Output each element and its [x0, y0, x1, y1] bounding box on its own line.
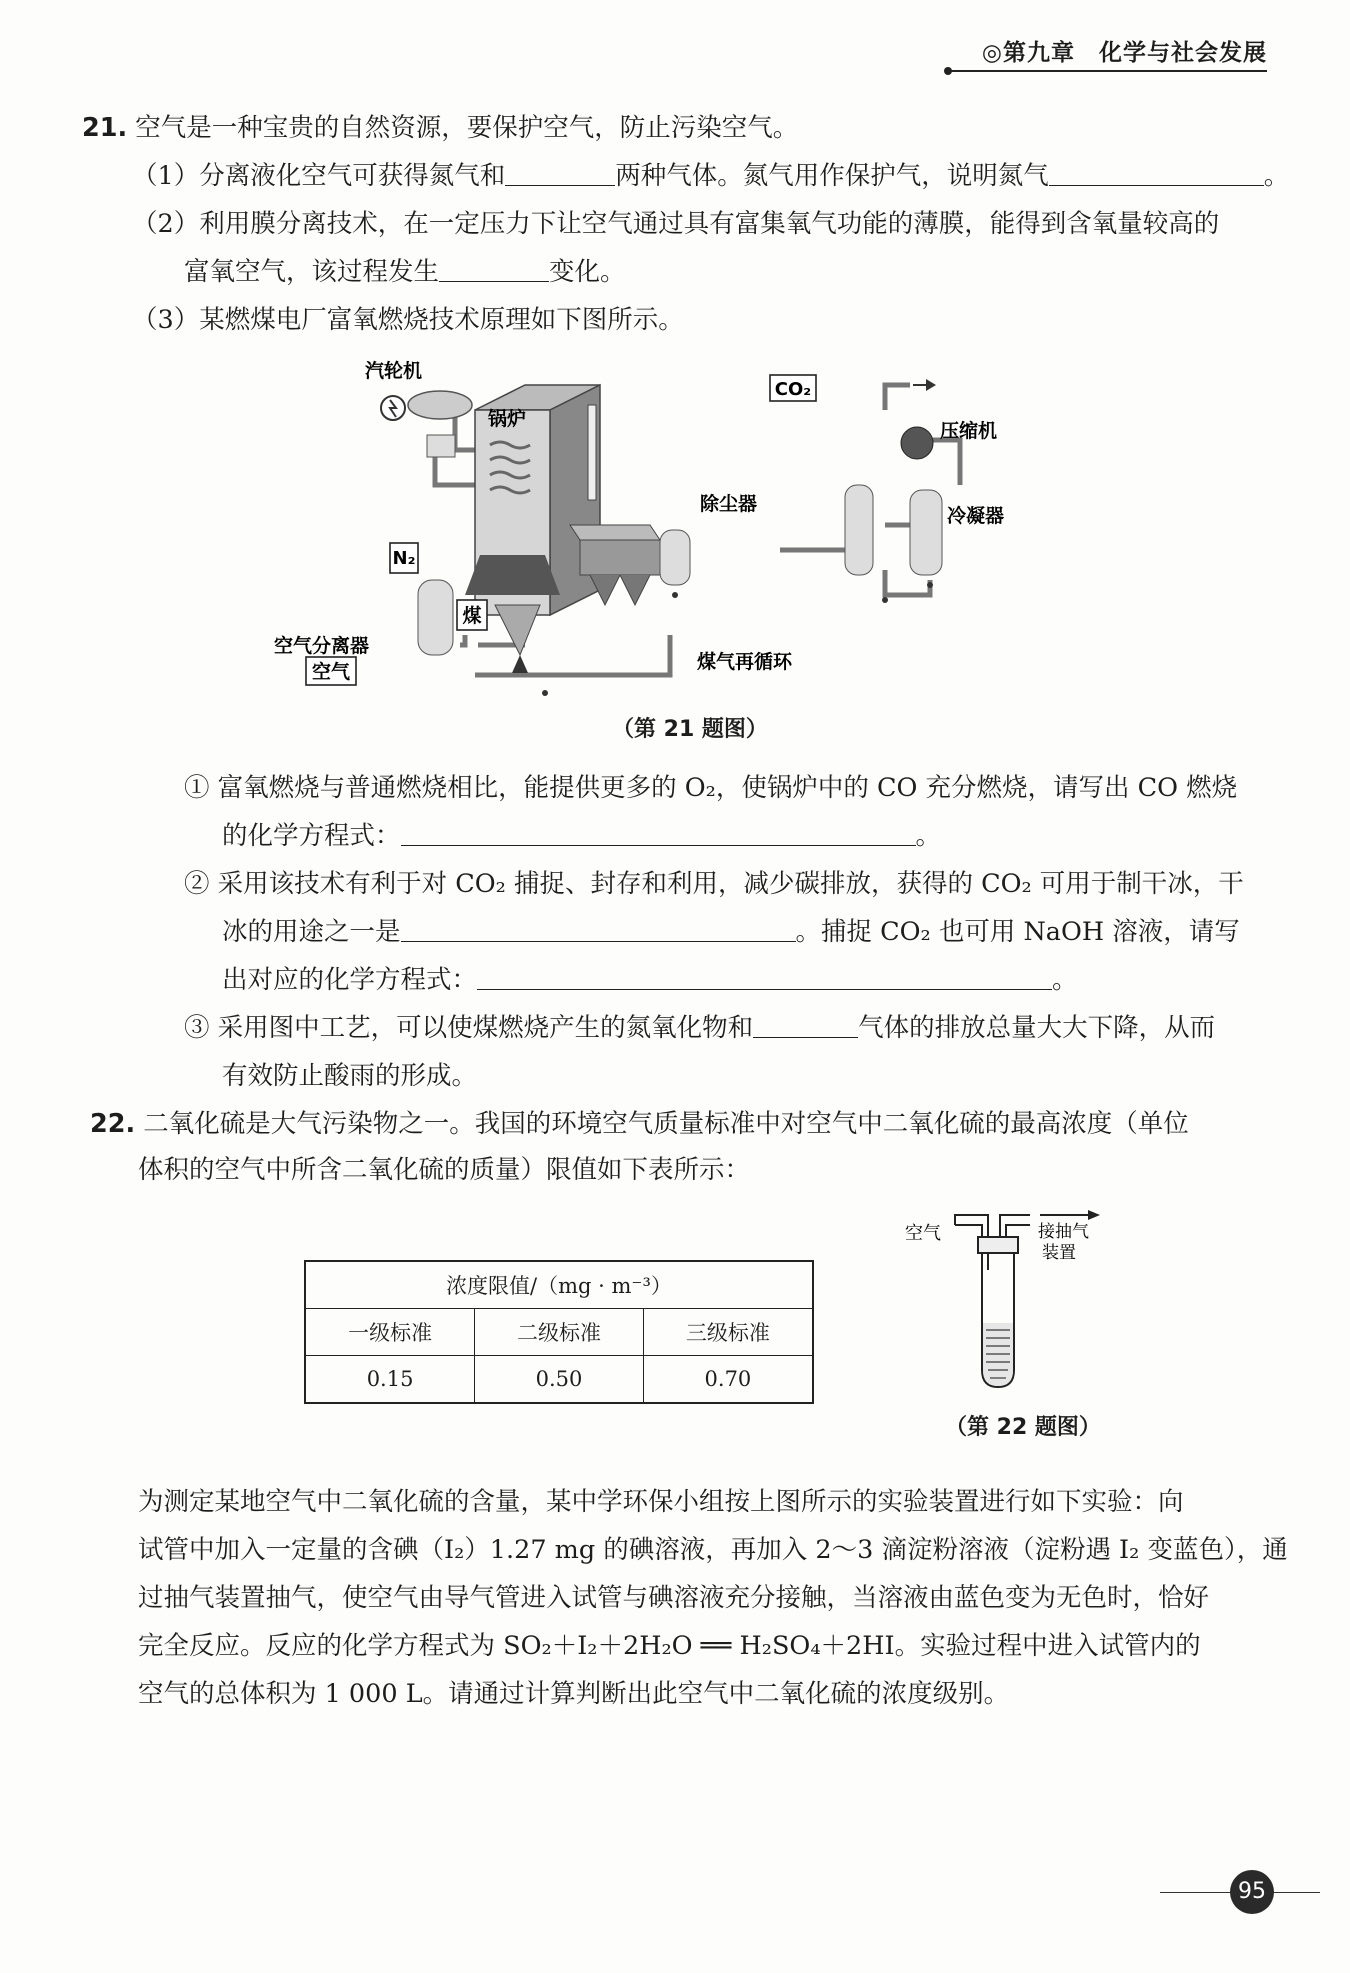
page-number: 95 [1230, 1870, 1274, 1914]
q21-part2-blank[interactable] [439, 257, 549, 282]
q21-sub2-line2 [222, 914, 1240, 950]
q21-figure-caption: （第 21 题图） [612, 717, 768, 742]
q21-part1 [132, 158, 1289, 194]
condenser-label: 冷凝器 [947, 505, 1005, 527]
q21-sub2-text-c: 。捕捉 CO₂ 也可用 NaOH 溶液，请写 [795, 917, 1240, 947]
n2-label: N₂ [392, 548, 416, 569]
condenser-icon-left [845, 485, 873, 575]
table-header-1: 一级标准 [305, 1309, 475, 1356]
q21-sub3-line1 [184, 1010, 1215, 1046]
condenser-icon-right [910, 490, 942, 575]
turbine-icon [408, 391, 472, 419]
q21-number: 21. [82, 113, 128, 143]
co2-label: CO₂ [774, 379, 812, 400]
q22-body-line5: 空气的总体积为 1 000 L。请通过计算判断出此空气中二氧化硫的浓度级别。 [138, 1679, 1010, 1709]
q21-part1-text-a: （1）分离液化空气可获得氮气和 [132, 161, 506, 191]
q21-sub1-blank[interactable] [401, 821, 916, 846]
q21-stem-line [82, 110, 798, 146]
concentration-table [304, 1260, 814, 1404]
q22-body-line4: 完全反应。反应的化学方程式为 SO₂＋I₂＋2H₂O ══ H₂SO₄＋2HI。实验过程中进入试管内的 [138, 1631, 1201, 1661]
q22-figure [905, 1195, 1120, 1395]
compressor-label: 压缩机 [940, 420, 998, 442]
q22-number: 22. [90, 1109, 136, 1139]
q21-sub1-text-b: 的化学方程式： [222, 821, 401, 851]
q21-sub1-line1: ① 富氧燃烧与普通燃烧相比，能提供更多的 O₂，使锅炉中的 CO 充分燃烧，请写出 CO 燃烧 [184, 773, 1238, 803]
pump-label-line1: 接抽气 [1038, 1222, 1089, 1242]
table-header-3: 三级标准 [643, 1309, 813, 1356]
q21-figure [274, 355, 1030, 705]
q22-body-line1: 为测定某地空气中二氧化硫的含量，某中学环保小组按上图所示的实验装置进行如下实验：向 [138, 1487, 1184, 1517]
air-label: 空气 [311, 661, 351, 683]
compressor-icon [901, 427, 933, 459]
header-rule [950, 70, 1267, 72]
q21-sub3-blank[interactable] [753, 1013, 858, 1038]
q21-sub3-text-b: 气体的排放总量大大下降，从而 [858, 1013, 1216, 1043]
pump-label-line2: 装置 [1042, 1243, 1076, 1263]
dust-remover-icon [580, 540, 660, 575]
q22-body-line3: 过抽气装置抽气，使空气由导气管进入试管与碘溶液充分接触，当溶液由蓝色变为无色时，恰好 [138, 1583, 1210, 1613]
q22-stem-line2: 体积的空气中所含二氧化硫的质量）限值如下表所示： [138, 1155, 751, 1185]
q21-stem: 空气是一种宝贵的自然资源，要保护空气，防止污染空气。 [135, 113, 799, 143]
q21-part1-text-c: 。 [1263, 161, 1290, 191]
q21-part2-text-c: 变化。 [549, 257, 626, 287]
q21-sub1-text-c: 。 [915, 821, 942, 851]
q21-part2-text-b: 富氧空气，该过程发生 [184, 257, 440, 287]
q21-sub2-text-d: 出对应的化学方程式： [222, 965, 478, 995]
table-title: 浓度限值/（mg · m⁻³） [305, 1261, 813, 1309]
q21-sub2-text-e: 。 [1052, 965, 1078, 995]
coal-label: 煤 [462, 605, 482, 627]
q21-sub2-blank-2[interactable] [477, 965, 1052, 990]
table-value-1: 0.15 [305, 1356, 475, 1404]
q21-sub2-line3 [222, 962, 1078, 998]
q21-part3: （3）某燃煤电厂富氧燃烧技术原理如下图所示。 [132, 305, 684, 335]
air-separator-icon [418, 580, 453, 655]
q22-figure-caption: （第 22 题图） [945, 1415, 1101, 1440]
table-value-2: 0.50 [475, 1356, 644, 1404]
boiler-label: 锅炉 [488, 408, 527, 430]
q21-part2-line2 [184, 254, 626, 290]
q21-sub3-text-a: ③ 采用图中工艺，可以使煤燃烧产生的氮氧化物和 [184, 1013, 754, 1043]
turbine-label: 汽轮机 [365, 360, 423, 382]
gas-recycle-label: 煤气再循环 [697, 651, 793, 673]
q21-sub2-text-b: 冰的用途之一是 [222, 917, 401, 947]
dust-remover-label: 除尘器 [700, 493, 758, 515]
q21-sub1-line2 [222, 818, 941, 854]
table-header-2: 二级标准 [475, 1309, 644, 1356]
q21-part2-line1: （2）利用膜分离技术，在一定压力下让空气通过具有富集氧气功能的薄膜，能得到含氧量较高的 [132, 209, 1220, 239]
q22-stem-1: 二氧化硫是大气污染物之一。我国的环境空气质量标准中对空气中二氧化硫的最高浓度（单位 [143, 1109, 1189, 1139]
q21-sub2-blank-1[interactable] [401, 917, 796, 942]
q21-sub3-line2: 有效防止酸雨的形成。 [222, 1061, 478, 1091]
air-separator-label: 空气分离器 [274, 635, 370, 657]
q22-body-line2: 试管中加入一定量的含碘（I₂）1.27 mg 的碘溶液，再加入 2～3 滴淀粉溶液（淀粉遇 I₂ 变蓝色），通 [138, 1535, 1288, 1565]
air-inlet-label: 空气 [905, 1223, 941, 1244]
q21-part1-text-b: 两种气体。氮气用作保护气，说明氮气 [615, 161, 1049, 191]
q22-stem-line1 [90, 1106, 1189, 1142]
stopper-icon [978, 1237, 1018, 1253]
chapter-header: ◎第九章 化学与社会发展 [981, 40, 1267, 66]
table-value-3: 0.70 [643, 1356, 813, 1404]
q21-part1-blank-2[interactable] [1049, 161, 1264, 186]
q21-sub2-line1: ② 采用该技术有利于对 CO₂ 捕捉、封存和利用，减少碳排放，获得的 CO₂ 可用于制干冰，干 [184, 869, 1244, 899]
q21-part1-blank-1[interactable] [505, 161, 615, 186]
